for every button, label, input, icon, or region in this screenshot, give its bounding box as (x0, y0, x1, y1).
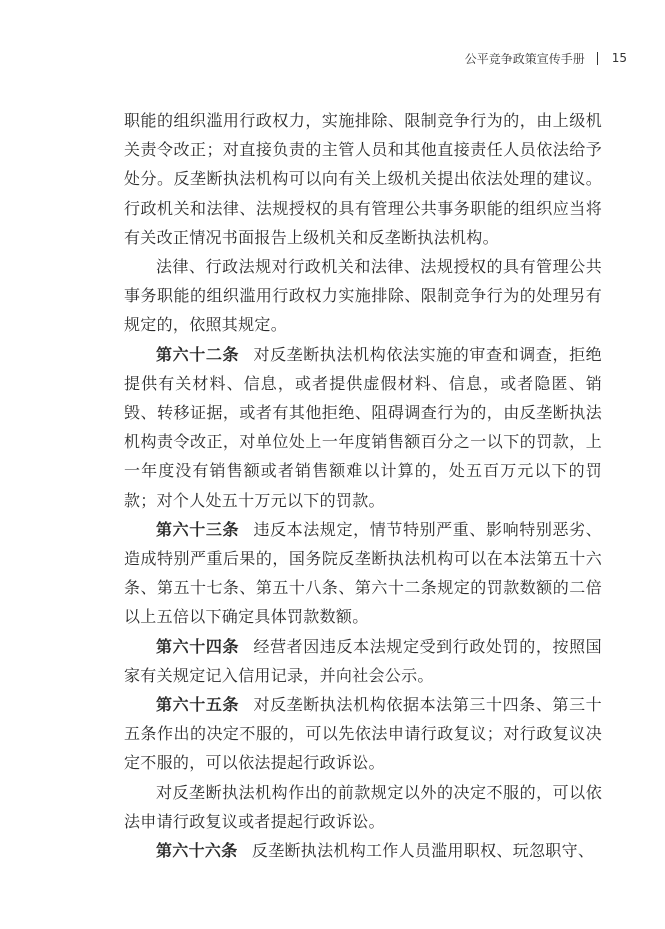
running-header (465, 48, 627, 68)
article-number: 第六十四条 (156, 636, 240, 656)
book-title: 公平竞争政策宣传手册 (464, 51, 585, 66)
article-64 (124, 632, 602, 690)
article-text: 违反本法规定，情节特别严重、影响特别恶劣、造成特别严重后果的，国务院反垄断执法机构可以在本法第五十六条、第五十七条、第五十八条、第六十二条规定的罚款数额的二倍以上五倍以下确定具体罚款数额。 (124, 519, 602, 627)
paragraph-text: 对反垄断执法机构作出的前款规定以外的决定不服的，可以依法申请行政复议或者提起行政诉讼。 (124, 782, 602, 831)
article-text: 反垄断执法机构工作人员滥用职权、玩忽职守、 (251, 841, 595, 861)
article-number: 第六十三条 (156, 519, 240, 539)
paragraph (124, 778, 602, 836)
article-63 (124, 515, 602, 632)
paragraph-text: 职能的组织滥用行政权力，实施排除、限制竞争行为的，由上级机关责令改正；对直接负责的主管人员和其他直接责任人员依法给予处分。反垄断执法机构可以向有关上级机关提出依法处理的建议。行政机关和法律、法规授权的具有管理公共事务职能的组织应当将有关改正情况书面报告上级机关和反垄断执法机构。 (124, 111, 602, 247)
page-number: 15 (611, 51, 627, 65)
paragraph-text: 法律、行政法规对行政机关和法律、法规授权的具有管理公共事务职能的组织滥用行政权力实施排除、限制竞争行为的处理另有规定的，依照其规定。 (124, 257, 602, 335)
paragraph (124, 252, 602, 340)
article-66 (124, 836, 602, 865)
article-number: 第六十二条 (156, 344, 240, 364)
article-number: 第六十五条 (156, 695, 240, 715)
article-text: 对反垄断执法机构依据本法第三十四条、第三十五条作出的决定不服的，可以先依法申请行政复议；对行政复议决定不服的，可以依法提起行政诉讼。 (124, 695, 602, 773)
page-body (124, 106, 602, 865)
article-number: 第六十六条 (156, 841, 238, 861)
article-text: 对反垄断执法机构依法实施的审查和调查，拒绝提供有关材料、信息，或者提供虚假材料、信息，或者隐匿、销毁、转移证据，或者有其他拒绝、阻碍调查行为的，由反垄断执法机构责令改正，对单位处上一年度销售额百分之一以下的罚款，上一年度没有销售额或者销售额难以计算的，处五百万元以下的罚款；对个人处五十万元以下的罚款。 (124, 344, 602, 510)
header-divider (597, 52, 598, 65)
paragraph-continuation (124, 106, 602, 252)
article-text: 经营者因违反本法规定受到行政处罚的，按照国家有关规定记入信用记录，并向社会公示。 (124, 636, 602, 685)
article-65 (124, 690, 602, 778)
article-62 (124, 340, 602, 515)
